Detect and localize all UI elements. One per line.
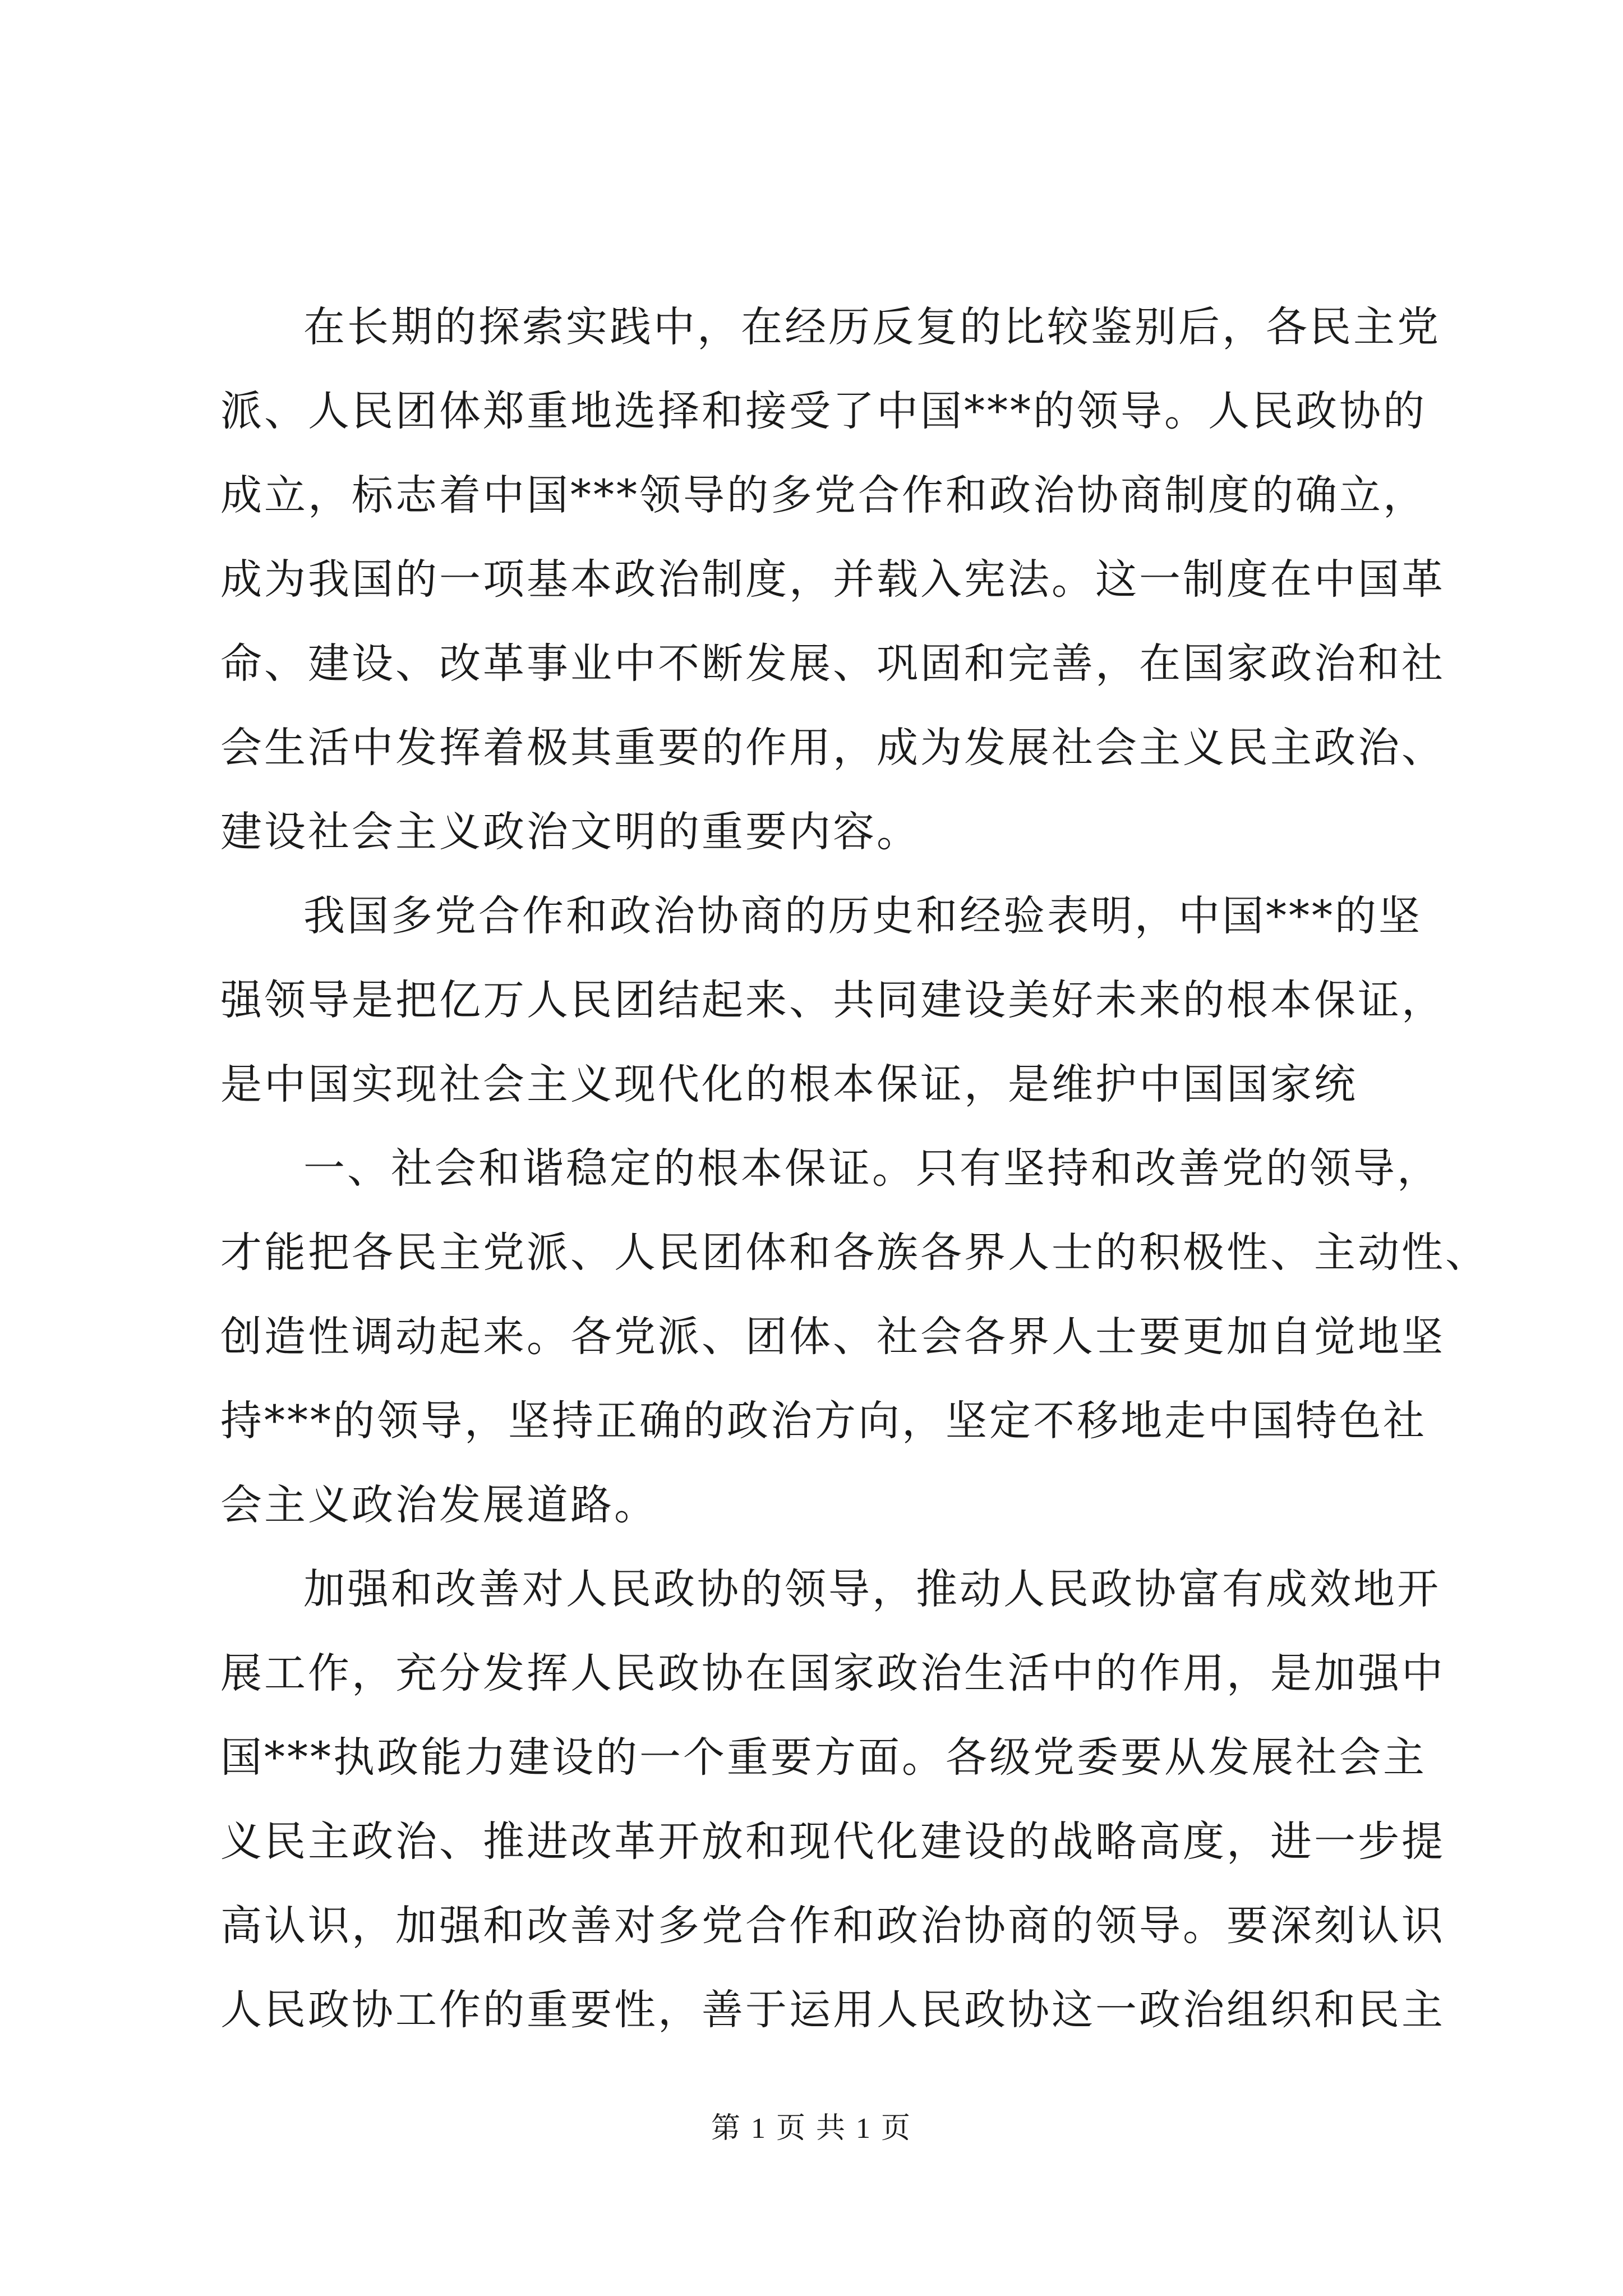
paragraph-line: 是中国实现社会主义现代化的根本保证，是维护中国国家统 [220, 1060, 1358, 1108]
paragraph-line: 加强和改善对人民政协的领导，推动人民政协富有成效地开 [303, 1565, 1441, 1613]
paragraph-line: 国***执政能力建设的一个重要方面。各级党委要从发展社会主 [220, 1733, 1427, 1782]
paragraph-line: 义民主政治、推进改革开放和现代化建设的战略高度，进一步提 [220, 1818, 1445, 1866]
paragraph-line: 人民政协工作的重要性，善于运用人民政协这一政治组织和民主 [220, 1986, 1445, 2034]
paragraph-line: 一、社会和谐稳定的根本保证。只有坚持和改善党的领导， [303, 1144, 1441, 1193]
paragraph-line: 成立，标志着中国***领导的多党合作和政治协商制度的确立， [220, 471, 1427, 519]
paragraph-line: 会主义政治发展道路。 [220, 1481, 658, 1529]
paragraph-line: 建设社会主义政治文明的重要内容。 [220, 808, 920, 856]
paragraph-line: 展工作，充分发挥人民政协在国家政治生活中的作用，是加强中 [220, 1649, 1445, 1697]
paragraph-line: 我国多党合作和政治协商的历史和经验表明，中国***的坚 [303, 892, 1422, 940]
paragraph-line: 高认识，加强和改善对多党合作和政治协商的领导。要深刻认识 [220, 1902, 1445, 1950]
page-number-footer: 第 1 页 共 1 页 [711, 2113, 912, 2145]
document-body [220, 285, 1489, 2052]
paragraph-line: 创造性调动起来。各党派、团体、社会各界人士要更加自觉地坚 [220, 1313, 1445, 1361]
paragraph-line: 会生活中发挥着极其重要的作用，成为发展社会主义民主政治、 [220, 724, 1445, 772]
paragraph-line: 在长期的探索实践中，在经历反复的比较鉴别后，各民主党 [303, 303, 1441, 351]
paragraph-line: 强领导是把亿万人民团结起来、共同建设美好未来的根本保证， [220, 976, 1445, 1024]
paragraph-line: 派、人民团体郑重地选择和接受了中国***的领导。人民政协的 [220, 387, 1427, 435]
paragraph-line: 命、建设、改革事业中不断发展、巩固和完善，在国家政治和社 [220, 639, 1445, 688]
paragraph-line: 成为我国的一项基本政治制度，并载入宪法。这一制度在中国革 [220, 555, 1445, 604]
paragraph-line: 才能把各民主党派、人民团体和各族各界人士的积极性、主动性、 [220, 1228, 1489, 1277]
paragraph-line: 持***的领导，坚持正确的政治方向，坚定不移地走中国特色社 [220, 1397, 1427, 1445]
